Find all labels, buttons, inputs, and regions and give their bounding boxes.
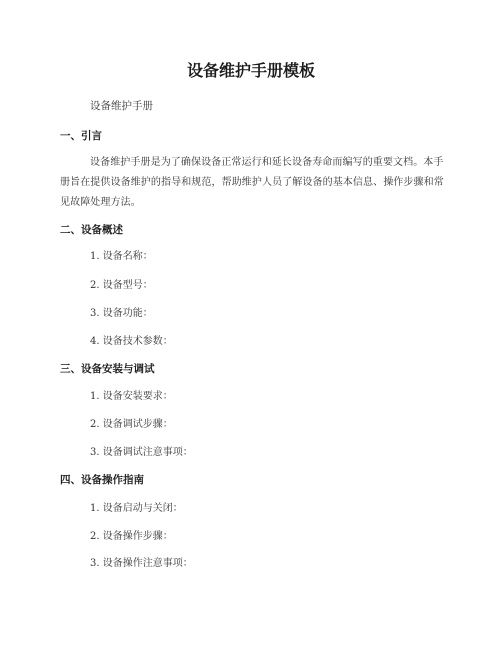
- list-item: 4. 设备技术参数：: [90, 336, 173, 347]
- document-subtitle: 设备维护手册: [90, 100, 153, 112]
- list-item: 2. 设备型号：: [90, 280, 153, 291]
- list-item: 3. 设备操作注意事项：: [90, 558, 193, 569]
- section-heading-operation: 四、设备操作指南: [60, 474, 144, 486]
- section-heading-installation: 三、设备安装与调试: [60, 363, 155, 375]
- list-item: 2. 设备操作步骤：: [90, 531, 173, 542]
- introduction-paragraph: 设备维护手册是为了确保设备正常运行和延长设备寿命而编写的重要文档。本手册旨在提供设备维护的指导和规范，帮助维护人员了解设备的基本信息、操作步骤和常见故障处理方法。: [60, 157, 444, 208]
- list-item: 1. 设备启动与关闭：: [90, 503, 183, 514]
- list-item: 3. 设备功能：: [90, 308, 153, 319]
- list-item: 3. 设备调试注意事项：: [90, 447, 193, 458]
- document-title: 设备维护手册模板: [186, 61, 315, 80]
- section-heading-introduction: 一、引言: [60, 130, 102, 142]
- list-item: 1. 设备安装要求：: [90, 391, 173, 402]
- list-item: 1. 设备名称：: [90, 251, 153, 262]
- list-item: 2. 设备调试步骤：: [90, 419, 173, 430]
- section-heading-overview: 二、设备概述: [60, 224, 123, 236]
